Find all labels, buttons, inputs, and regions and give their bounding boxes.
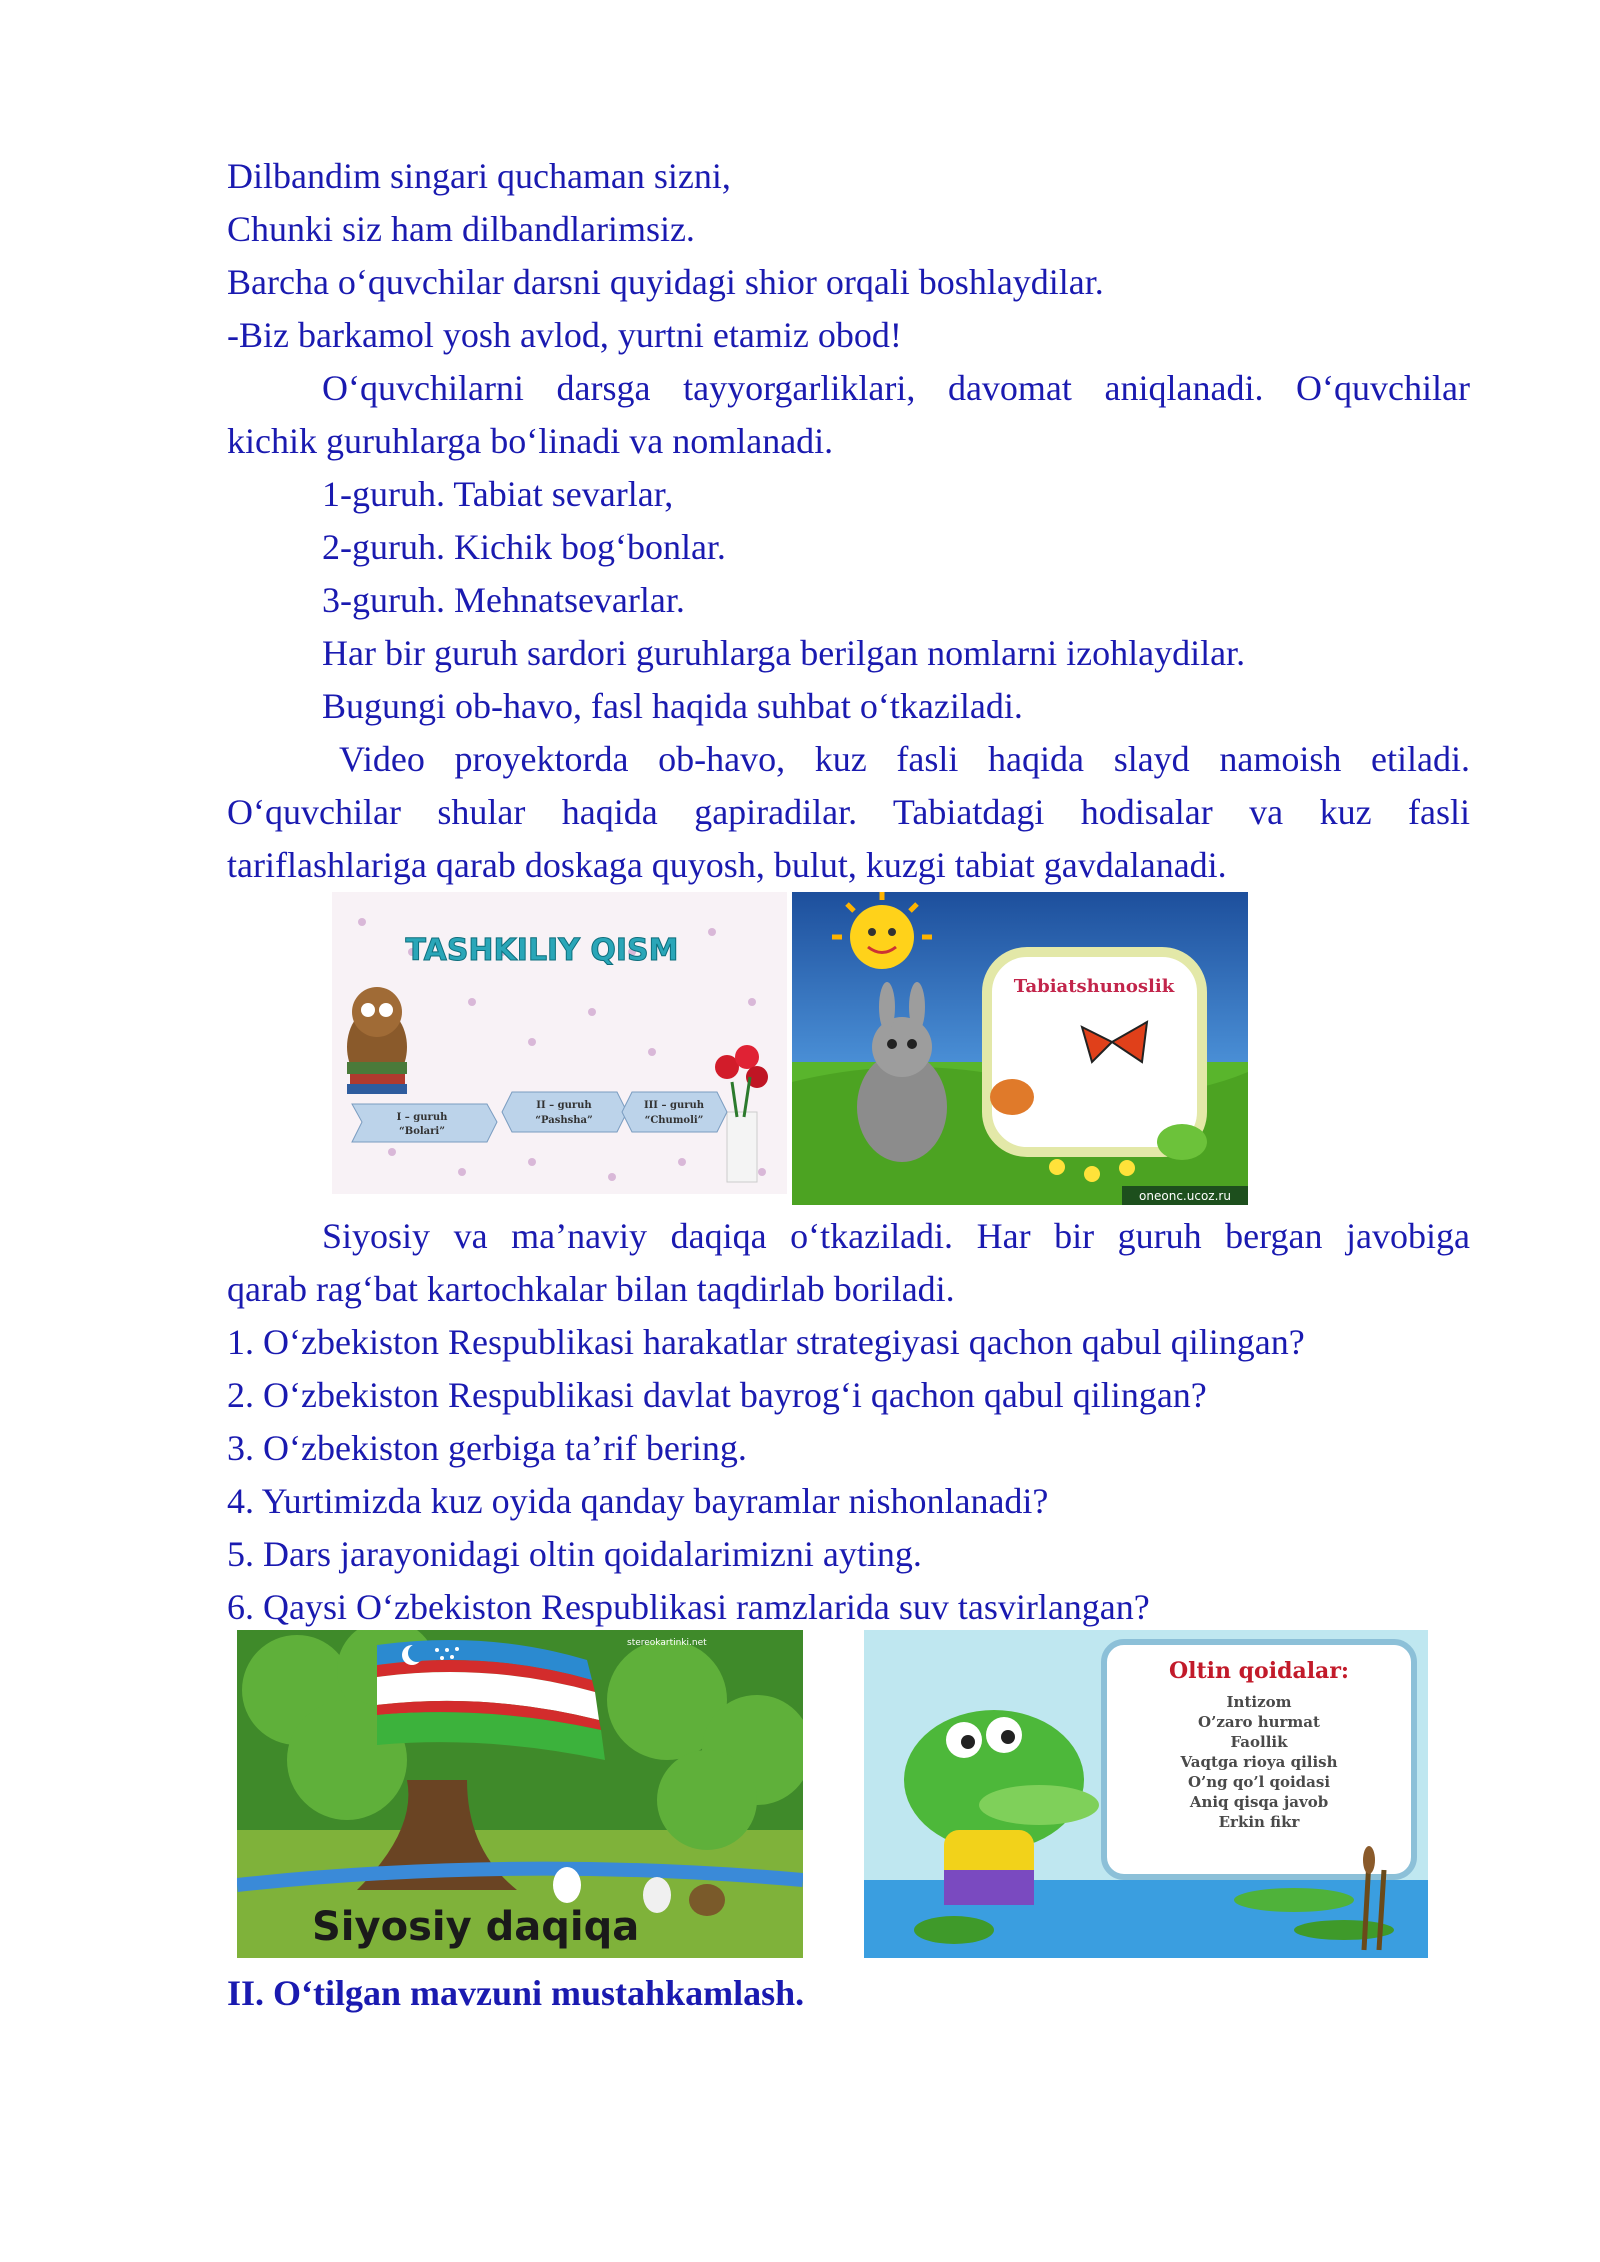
- text-line: Har bir guruh sardori guruhlarga berilgan nomlarni izohlaydilar.: [322, 633, 1246, 673]
- tashkiliy-title: TASHKILIY QISM: [405, 933, 679, 968]
- uzbekistan-flag-icon: [377, 1640, 605, 1760]
- group-item: 2-guruh. Kichik bog‘bonlar.: [322, 527, 726, 567]
- image-watermark: stereokartinki.net: [627, 1638, 707, 1648]
- group-ribbon: [622, 1092, 727, 1132]
- text-line: Chunki siz ham dilbandlarimsiz.: [227, 209, 695, 249]
- svg-text:“Bolari”: “Bolari”: [399, 1126, 445, 1137]
- svg-text:I – guruh: I – guruh: [396, 1112, 448, 1123]
- question-item: 3. O‘zbekiston gerbiga ta’rif bering.: [227, 1428, 747, 1468]
- svg-text:“Chumoli”: “Chumoli”: [644, 1115, 704, 1126]
- paragraph-line: Video proyektorda ob-havo, kuz fasli haqida slayd namoish etiladi.: [339, 739, 1470, 779]
- text-line: Bugungi ob-havo, fasl haqida suhbat o‘tkaziladi.: [322, 686, 1023, 726]
- text-line: Barcha o‘quvchilar darsni quyidagi shior orqali boshlaydilar.: [227, 262, 1104, 302]
- group-item: 3-guruh. Mehnatsevarlar.: [322, 580, 685, 620]
- svg-text:II – guruh: II – guruh: [536, 1100, 592, 1111]
- section-heading: II. O‘tilgan mavzuni mustahkamlash.: [227, 1973, 805, 2013]
- tabiatshunoslik-image: [792, 892, 1248, 1205]
- question-item: 4. Yurtimizda kuz oyida qanday bayramlar nishonlanadi?: [227, 1481, 1049, 1521]
- paragraph-line: tariflashlariga qarab doskaga quyosh, bulut, kuzgi tabiat gavdalanadi.: [227, 845, 1227, 885]
- group-ribbon: [352, 1104, 497, 1142]
- paragraph-line: O‘quvchilarni darsga tayyorgarliklari, davomat aniqlanadi. O‘quvchilar: [322, 368, 1470, 408]
- rule-item: Intizom: [1226, 1693, 1292, 1711]
- document-page: [227, 150, 1470, 892]
- rule-item: Faollik: [1230, 1733, 1288, 1751]
- group-ribbon: [502, 1092, 627, 1132]
- rule-item: Aniq qisqa javob: [1189, 1793, 1329, 1811]
- rule-item: O’ng qo’l qoidasi: [1187, 1773, 1331, 1791]
- document-page-continued: [227, 1210, 1470, 1634]
- oltin-qoidalar-title: Oltin qoidalar:: [1168, 1658, 1350, 1684]
- paragraph-line: Siyosiy va ma’naviy daqiqa o‘tkaziladi. Har bir guruh bergan javobiga: [322, 1216, 1470, 1256]
- question-item: 5. Dars jarayonidagi oltin qoidalarimizni ayting.: [227, 1534, 922, 1574]
- question-item: 1. O‘zbekiston Respublikasi harakatlar strategiyasi qachon qabul qilingan?: [227, 1322, 1305, 1362]
- paragraph-line: qarab rag‘bat kartochkalar bilan taqdirlab boriladi.: [227, 1269, 955, 1309]
- paragraph-line: kichik guruhlarga bo‘linadi va nomlanadi.: [227, 421, 834, 461]
- question-item: 6. Qaysi O‘zbekiston Respublikasi ramzlarida suv tasvirlangan?: [227, 1587, 1150, 1627]
- question-item: 2. O‘zbekiston Respublikasi davlat bayrog‘i qachon qabul qilingan?: [227, 1375, 1207, 1415]
- siyosiy-daqiqa-image: [237, 1630, 803, 1958]
- text-line: -Biz barkamol yosh avlod, yurtni etamiz obod!: [227, 315, 902, 355]
- section-heading-block: [227, 1967, 1470, 2020]
- rule-item: Vaqtga rioya qilish: [1180, 1753, 1338, 1771]
- svg-text:“Pashsha”: “Pashsha”: [535, 1115, 593, 1126]
- rule-item: O’zaro hurmat: [1198, 1713, 1320, 1731]
- rule-item: Erkin fikr: [1218, 1813, 1300, 1831]
- paragraph-line: O‘quvchilar shular haqida gapiradilar. Tabiatdagi hodisalar va kuz fasli: [227, 792, 1470, 832]
- tashkiliy-qism-image: [332, 892, 787, 1194]
- group-item: 1-guruh. Tabiat sevarlar,: [322, 474, 674, 514]
- image-watermark: oneonc.ucoz.ru: [1139, 1189, 1231, 1203]
- oltin-qoidalar-image: [864, 1630, 1428, 1958]
- siyosiy-daqiqa-title: Siyosiy daqiqa: [312, 1904, 640, 1950]
- tabiatshunoslik-title: Tabiatshunoslik: [1013, 976, 1175, 997]
- svg-text:III – guruh: III – guruh: [643, 1100, 705, 1111]
- text-line: Dilbandim singari quchaman sizni,: [227, 156, 731, 196]
